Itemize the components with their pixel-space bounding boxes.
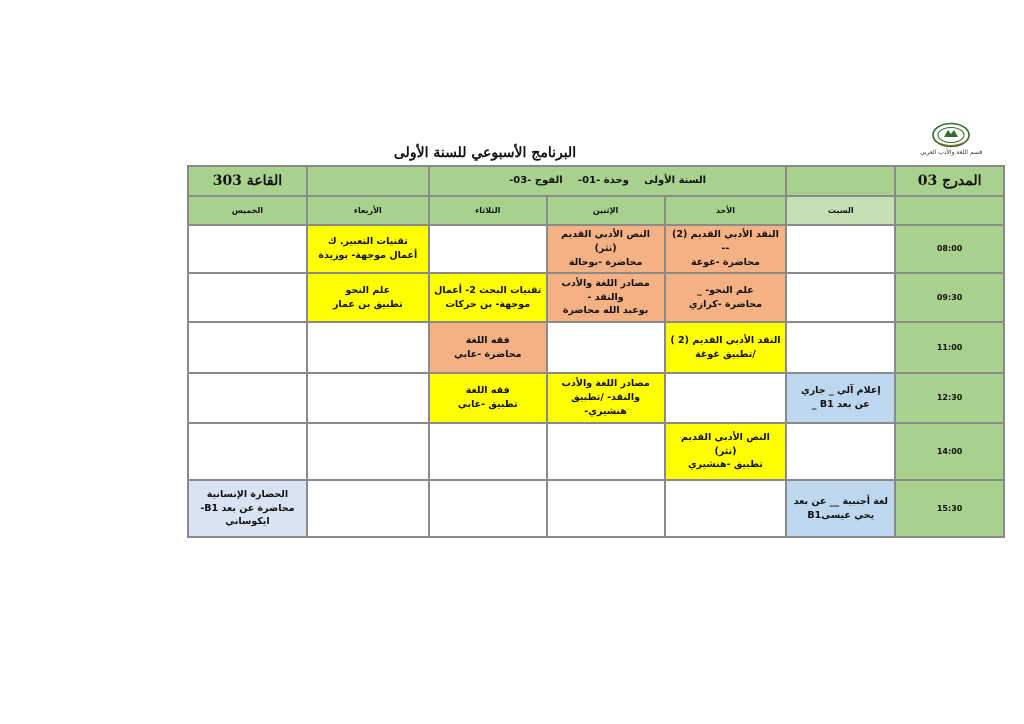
session-cell-thursday <box>188 225 307 273</box>
session-text: الحضارة الإنسانية محاضرة عن بعد B1- ايكوساني <box>200 488 295 528</box>
session-cell-saturday <box>786 225 895 273</box>
day-sunday: الأحد <box>665 196 787 225</box>
session-cell-wednesday <box>307 273 429 322</box>
day-saturday: السبت <box>786 196 895 225</box>
header-empty-cell <box>786 166 895 196</box>
day-wednesday: الأربعاء <box>307 196 429 225</box>
session-text: النقد الأدبي القديم (2) -- محاضرة -غوغة <box>672 229 779 268</box>
session-cell-thursday <box>188 373 307 423</box>
session-cell-thursday <box>188 423 307 480</box>
time-slot: 11:00 <box>895 322 1004 373</box>
logo-caption: قسم اللغة والأدب العربي <box>919 149 983 156</box>
session-cell-sunday <box>665 225 787 273</box>
header-row <box>188 166 1004 196</box>
amphi-label: المدرج 03 <box>895 166 1004 196</box>
session-text: فقه اللغة محاضرة -عابي <box>453 334 522 360</box>
session-text: علم النحو- _ محاضرة -كرازي <box>688 284 763 310</box>
session-text: فقه اللغة تطبيق -عابي <box>457 385 518 410</box>
session-cell-wednesday <box>307 373 429 423</box>
session-cell-tuesday <box>429 322 547 373</box>
session-cell-monday <box>547 225 665 273</box>
session-text: النقد الأدبي القديم (2 ) /تطبيق غوغة <box>670 334 781 360</box>
page-title: البرنامج الأسبوعي للسنة الأولى <box>393 145 577 161</box>
session-cell-monday <box>547 273 665 322</box>
info-year: السنة الأولى <box>644 174 707 186</box>
session-cell-sunday <box>665 273 787 322</box>
session-text: تقنيات البحث 2- أعمال موجهة- بن حركات <box>434 284 542 310</box>
schedule-row <box>188 373 1004 423</box>
session-text: تقنيات التعبير. ك أعمال موجهة- بوزيدة <box>318 236 418 261</box>
session-cell-wednesday <box>307 322 429 373</box>
time-slot: 15:30 <box>895 480 1004 537</box>
session-text: مصادر اللغة والأدب والنقد - بوعبد الله محاضرة <box>561 277 650 317</box>
schedule-row <box>188 423 1004 480</box>
session-cell-monday <box>547 373 665 423</box>
schedule-row <box>188 322 1004 373</box>
session-cell-sunday <box>665 322 787 373</box>
header-empty-cell <box>307 166 429 196</box>
weekly-schedule-table <box>187 165 1005 538</box>
session-text: مصادر اللغة والأدب والنقد- /تطبيق هنشيري- <box>561 378 650 417</box>
session-cell-thursday <box>188 273 307 322</box>
session-cell-thursday <box>188 480 307 537</box>
time-slot: 08:00 <box>895 225 1004 273</box>
schedule-row <box>188 273 1004 322</box>
schedule-row <box>188 480 1004 537</box>
session-text: لغة أجنبية __ عن بعد يحي عيسىB1 <box>793 495 888 521</box>
department-logo <box>918 122 984 162</box>
session-text: علم النحو تطبيق بن عمار <box>332 284 403 310</box>
session-cell-saturday <box>786 373 895 423</box>
schedule-row <box>188 225 1004 273</box>
room-label: القاعة 303 <box>188 166 307 196</box>
session-text: النص الأدبي القديم (نثر) محاضرة -بوحالة <box>561 229 650 268</box>
session-cell-sunday <box>665 480 787 537</box>
session-cell-saturday <box>786 480 895 537</box>
session-cell-monday <box>547 480 665 537</box>
session-cell-saturday <box>786 322 895 373</box>
session-cell-sunday <box>665 423 787 480</box>
session-cell-tuesday <box>429 273 547 322</box>
time-slot: 09:30 <box>895 273 1004 322</box>
info-group: الفوج -03- <box>509 174 563 186</box>
session-cell-tuesday <box>429 480 547 537</box>
time-slot: 12:30 <box>895 373 1004 423</box>
info-unit: وحدة -01- <box>578 174 629 186</box>
session-cell-tuesday <box>429 423 547 480</box>
session-cell-saturday <box>786 273 895 322</box>
session-cell-monday <box>547 423 665 480</box>
day-monday: الإثنين <box>547 196 665 225</box>
day-thursday: الخميس <box>188 196 307 225</box>
session-cell-sunday <box>665 373 787 423</box>
days-row <box>188 196 1004 225</box>
session-cell-wednesday <box>307 480 429 537</box>
session-cell-tuesday <box>429 373 547 423</box>
time-slot: 14:00 <box>895 423 1004 480</box>
emblem-icon <box>931 122 971 148</box>
session-text: النص الأدبي القديم (نثر) تطبيق -هنشيري <box>681 431 770 471</box>
session-cell-tuesday <box>429 225 547 273</box>
day-tuesday: الثلاثاء <box>429 196 547 225</box>
session-cell-wednesday <box>307 225 429 273</box>
session-cell-monday <box>547 322 665 373</box>
session-text: إعلام آلي _ جاري عن بعد B1 _ <box>800 385 881 410</box>
session-cell-thursday <box>188 322 307 373</box>
time-header-cell <box>895 196 1004 225</box>
session-cell-saturday <box>786 423 895 480</box>
session-cell-wednesday <box>307 423 429 480</box>
group-info <box>429 166 787 196</box>
